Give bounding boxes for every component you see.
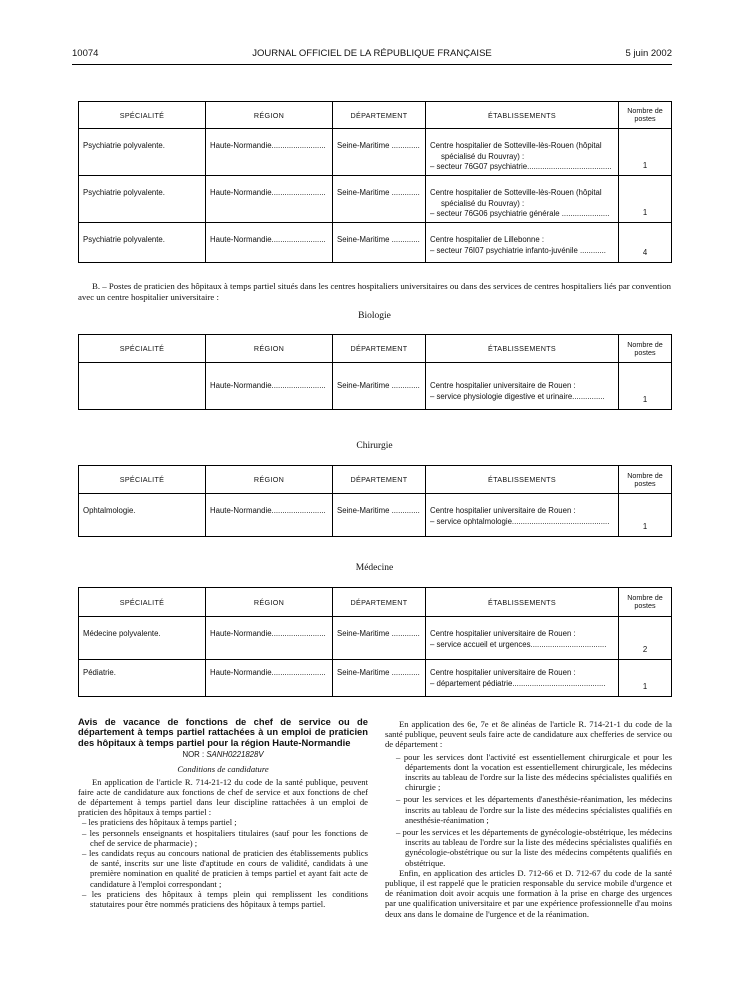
cell-departement: Seine-Maritime ............. <box>333 494 426 537</box>
col-nombre-l1: Nombre de <box>627 470 663 480</box>
col-departement: DÉPARTEMENT <box>333 466 426 494</box>
cell-departement: Seine-Maritime ............. <box>333 617 426 660</box>
list-item: – les personnels enseignants et hospitaliers titulaires (sauf pour les fonctions de chef de service de pharmacie) ; <box>82 827 368 848</box>
biologie-table <box>78 334 672 410</box>
col-departement: DÉPARTEMENT <box>333 588 426 617</box>
cell-departement: Seine-Maritime ............. <box>333 176 426 223</box>
col-nombre <box>619 335 672 363</box>
col-region: RÉGION <box>206 588 333 617</box>
table-row <box>79 129 672 176</box>
nor-value: SANH0221828V <box>206 750 264 760</box>
cell-etablissement <box>426 660 619 697</box>
cell-departement: Seine-Maritime ............. <box>333 129 426 176</box>
psychiatrie-table <box>78 101 672 263</box>
cell-specialite: Pédiatrie. <box>79 660 206 697</box>
cell-nombre: 1 <box>619 660 672 697</box>
table-header-row <box>79 335 672 363</box>
conditions-title: Conditions de candidature <box>177 764 269 775</box>
table-header-row <box>79 102 672 129</box>
col-specialite: SPÉCIALITÉ <box>79 466 206 494</box>
chirurgie-table <box>78 465 672 537</box>
avis-right-column <box>385 719 672 919</box>
cell-region: Haute-Normandie......................... <box>206 129 333 176</box>
cell-departement: Seine-Maritime ............. <box>333 223 426 263</box>
col-nombre <box>619 588 672 617</box>
cell-specialite: Ophtalmologie. <box>79 494 206 537</box>
right-paragraph-1: En application des 6e, 7e et 8e alinéas de l'article R. 714-21-1 du code de la santé publique, peuvent seuls faire acte de candidature aux chefferies de service ou de département : <box>385 719 672 750</box>
cell-specialite: Psychiatrie polyvalente. <box>79 223 206 263</box>
col-region: RÉGION <box>206 102 333 129</box>
cell-region: Haute-Normandie......................... <box>206 363 333 410</box>
col-etablissements: ÉTABLISSEMENTS <box>426 102 619 129</box>
col-nombre-l2: postes <box>634 478 656 488</box>
etab-line: – service physiologie digestive et urinaire............... <box>430 391 605 401</box>
etab-line: Centre hospitalier de Sotteville-lès-Rouen (hôpital <box>430 141 602 150</box>
etab-line: Centre hospitalier universitaire de Rouen : <box>430 381 576 390</box>
avis-left-column <box>78 717 368 909</box>
col-departement: DÉPARTEMENT <box>333 102 426 129</box>
list-item: – les praticiens des hôpitaux à temps partiel ; <box>82 817 237 828</box>
col-nombre-l2: postes <box>634 114 656 123</box>
cell-departement: Seine-Maritime ............. <box>333 363 426 410</box>
table-row <box>79 363 672 410</box>
col-nombre-l1: Nombre de <box>627 106 663 115</box>
col-region: RÉGION <box>206 466 333 494</box>
col-specialite: SPÉCIALITÉ <box>79 588 206 617</box>
cell-specialite: Psychiatrie polyvalente. <box>79 129 206 176</box>
section-title-biologie: Biologie <box>358 311 391 321</box>
etab-line: spécialisé du Rouvray) : <box>441 151 525 161</box>
list-item: – pour les services dont l'activité est essentiellement chirurgicale et pour les départements dont la vocation est essentiellement chirurgicale, les médecins inscrits au tableau de l'ordre sur la liste des médecins spécialistes qualifiés en chirurgie ; <box>396 751 672 793</box>
etab-line: – secteur 76I07 psychiatrie infanto-juvénile ............ <box>430 245 606 255</box>
cell-region: Haute-Normandie......................... <box>206 660 333 697</box>
list-item: – pour les services et les départements de gynécologie-obstétrique, les médecins inscrits au tableau de l'ordre sur la liste des médecins spécialistes qualifiés en gynécologie-obstétrique ou sur la liste des médecins compétents qualifiés en obstétrique. <box>396 827 672 868</box>
cell-etablissement <box>426 223 619 263</box>
nor-reference <box>78 750 368 760</box>
etab-line: – secteur 76G06 psychiatrie générale ...................... <box>430 209 610 218</box>
etab-line: Centre hospitalier universitaire de Rouen : <box>430 668 576 677</box>
table-row <box>79 660 672 697</box>
list-item: – les candidats reçus au concours national de praticien des établissements publics de santé, inscrits sur une liste d'aptitude en cours de validité, candidats à une première nomination en qualité de praticien à temps partiel et ayant fait acte de candidature à l'emploi correspondant ; <box>82 848 368 889</box>
page-number: 10074 <box>72 48 99 59</box>
col-departement: DÉPARTEMENT <box>333 335 426 363</box>
cell-etablissement <box>426 363 619 410</box>
page-header <box>72 48 672 62</box>
etab-line: Centre hospitalier de Lillebonne : <box>430 235 544 244</box>
nor-label: NOR : <box>182 750 205 760</box>
left-paragraph: En application de l'article R. 714-21-12 du code de la santé publique, peuvent faire acte de candidature aux fonctions de chef de service et aux fonctions de chef de département à temps partiel dans leur discipline rattachées à un emploi de praticien des hôpitaux à temps partiel : <box>78 776 368 818</box>
col-nombre <box>619 466 672 494</box>
cell-region: Haute-Normandie......................... <box>206 223 333 263</box>
col-specialite: SPÉCIALITÉ <box>79 335 206 363</box>
table-header-row <box>79 466 672 494</box>
col-nombre-l2: postes <box>634 347 656 357</box>
cell-nombre: 1 <box>619 494 672 537</box>
section-title-medecine: Médecine <box>355 563 394 573</box>
cell-etablissement <box>426 129 619 176</box>
col-etablissements: ÉTABLISSEMENTS <box>426 335 619 363</box>
etab-line: – secteur 76G07 psychiatrie....................................... <box>430 162 612 171</box>
table-row <box>79 617 672 660</box>
col-nombre-l2: postes <box>634 601 656 610</box>
right-paragraph-2: Enfin, en application des articles D. 712-66 et D. 712-67 du code de la santé publique, il est rappelé que le praticien responsable du service mobile d'urgence et de réanimation doit avoir acquis une formation à la prise en charge des urgences par une qualification universitaire et par une expérience professionnelle d'au moins deux ans dans le domaine de l'urgence et de la réanimation. <box>385 867 672 919</box>
cell-specialite: Médecine polyvalente. <box>79 617 206 660</box>
col-nombre <box>619 102 672 129</box>
etab-line: spécialisé du Rouvray) : <box>441 198 525 208</box>
issue-date: 5 juin 2002 <box>625 48 672 59</box>
cell-region: Haute-Normandie......................... <box>206 617 333 660</box>
col-etablissements: ÉTABLISSEMENTS <box>426 466 619 494</box>
section-title-chirurgie: Chirurgie <box>356 441 393 451</box>
etab-line: – service accueil et urgences................................... <box>430 639 607 649</box>
cell-specialite: Psychiatrie polyvalente. <box>79 176 206 223</box>
table-header-row <box>79 588 672 617</box>
section-b-text: B. – Postes de praticien des hôpitaux à temps partiel situés dans les centres hospitaliers universitaires ou dans des services de centres hospitaliers liés par convention avec un centre hospitalier universitaire : <box>78 281 671 302</box>
avis-title: Avis de vacance de fonctions de chef de service ou de département à temps partiel rattachées à un emploi de praticien des hôpitaux à temps partiel pour la région Haute-Normandie <box>78 716 368 748</box>
etab-line: – service ophtalmologie............................................. <box>430 516 610 526</box>
cell-specialite <box>79 363 206 410</box>
col-etablissements: ÉTABLISSEMENTS <box>426 588 619 617</box>
cell-etablissement <box>426 494 619 537</box>
cell-nombre: 1 <box>619 363 672 410</box>
col-region: RÉGION <box>206 335 333 363</box>
journal-title: JOURNAL OFFICIEL DE LA RÉPUBLIQUE FRANÇAISE <box>252 48 492 59</box>
cell-region: Haute-Normandie......................... <box>206 494 333 537</box>
col-specialite: SPÉCIALITÉ <box>79 102 206 129</box>
cell-nombre: 1 <box>619 129 672 176</box>
etab-line: Centre hospitalier de Sotteville-lès-Rouen (hôpital <box>430 188 602 197</box>
table-row <box>79 223 672 263</box>
header-rule <box>72 64 672 65</box>
etab-line: Centre hospitalier universitaire de Rouen : <box>430 629 576 638</box>
medecine-table <box>78 587 672 697</box>
etab-line: – département pédiatrie........................................... <box>430 678 606 688</box>
list-item: – les praticiens des hôpitaux à temps plein qui remplissent les conditions statutaires pour être nommés praticiens des hôpitaux à temps partiel. <box>82 888 368 910</box>
col-nombre-l1: Nombre de <box>627 593 663 602</box>
cell-etablissement <box>426 617 619 660</box>
col-nombre-l1: Nombre de <box>627 339 663 349</box>
table-row <box>79 494 672 537</box>
cell-departement: Seine-Maritime ............. <box>333 660 426 697</box>
cell-nombre: 1 <box>619 176 672 223</box>
cell-nombre: 4 <box>619 223 672 263</box>
cell-region: Haute-Normandie......................... <box>206 176 333 223</box>
etab-line: Centre hospitalier universitaire de Rouen : <box>430 506 576 515</box>
list-item: – pour les services et les départements d'anesthésie-réanimation, les médecins inscrits au tableau de l'ordre sur la liste des médecins spécialistes qualifiés en anesthésie-réanimation ; <box>396 794 672 825</box>
cell-nombre: 2 <box>619 617 672 660</box>
table-row <box>79 176 672 223</box>
cell-etablissement <box>426 176 619 223</box>
